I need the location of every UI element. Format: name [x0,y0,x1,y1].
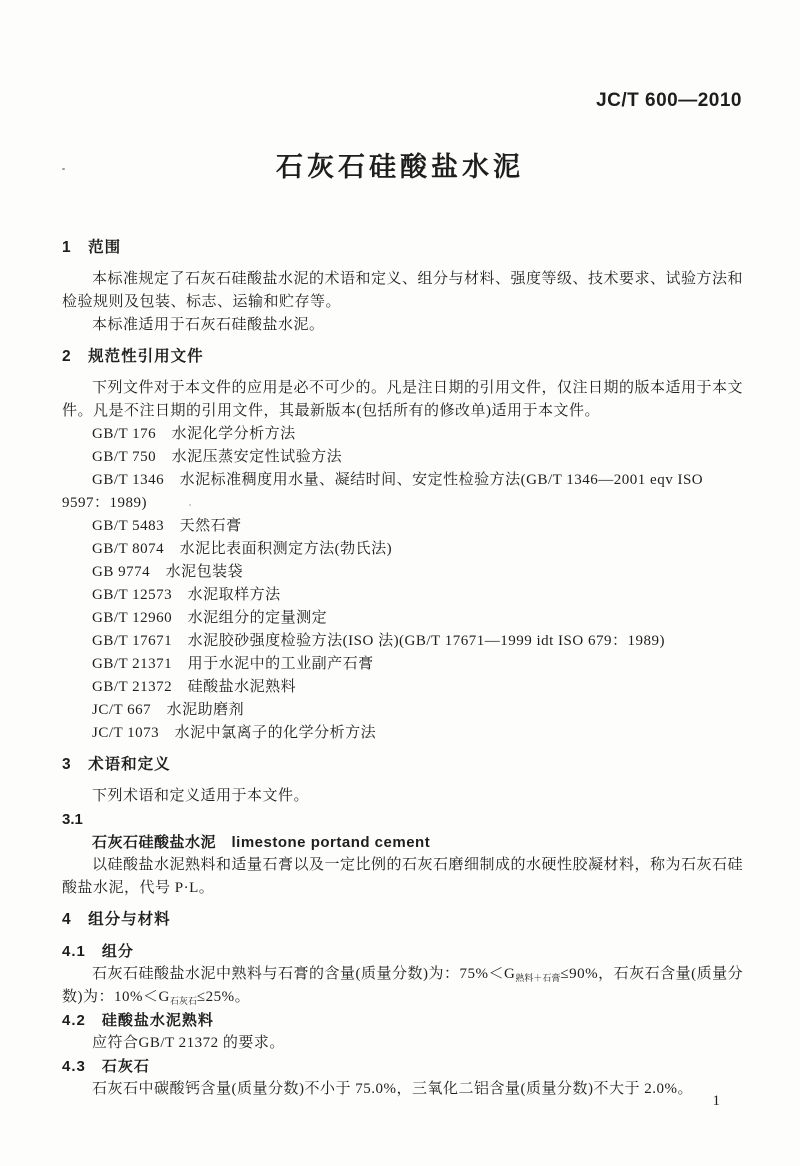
paragraph: 本标准适用于石灰石硅酸盐水泥。 [92,317,325,333]
clause-number: 3.1 [62,811,83,828]
reference-item: GB/T 8074 水泥比表面积测定方法(勃氏法) [92,541,393,557]
paragraph: 石灰石硅酸盐水泥中熟料与石膏的含量(质量分数)为：$75\%<G_{熟料+石膏}\le 90\%$，石灰石含量(质量分数)为：$10\%<G_{石灰石}\le 25\%$。 [62,966,744,1006]
reference-item: GB/T 12573 水泥取样方法 [92,587,281,603]
standard-code-header: JC/T 600—2010 [596,90,742,111]
reference-item: GB/T 176 水泥化学分析方法 [92,426,296,442]
clause-heading: 4.3 石灰石 [62,1058,150,1075]
reference-item: GB 9774 水泥包装袋 [92,564,244,580]
document-body [0,182,800,1101]
reference-item: GB/T 750 水泥压蒸安定性试验方法 [92,449,343,465]
section-heading: 2 规范性引用文件 [62,348,204,365]
paragraph: 应符合GB/T 21372 的要求。 [92,1035,285,1051]
reference-item: GB/T 17671 水泥胶砂强度检验方法(ISO 法)(GB/T 17671—1999 idt ISO 679：1989) [92,633,665,649]
reference-item: GB/T 21371 用于水泥中的工业副产石膏 [92,656,374,672]
paragraph: 下列术语和定义适用于本文件。 [92,788,310,804]
paragraph: 本标准规定了石灰石硅酸盐水泥的术语和定义、组分与材料、强度等级、技术要求、试验方法和检验规则及包装、标志、运输和贮存等。 [62,271,744,310]
paragraph: 下列文件对于本文件的应用是必不可少的。凡是注日期的引用文件，仅注日期的版本适用于本文件。凡是不注日期的引用文件，其最新版本(包括所有的修改单)适用于本文件。 [62,380,744,419]
reference-item: GB/T 1346 水泥标准稠度用水量、凝结时间、安定性检验方法(GB/T 1346—2001 eqv ISO 9597：1989) [62,472,704,511]
term-heading: 石灰石硅酸盐水泥 limestone portand cement [92,834,431,851]
reference-item: GB/T 21372 硅酸盐水泥熟料 [92,679,297,695]
reference-item: JC/T 667 水泥助磨剂 [92,702,245,718]
scan-speck [62,168,65,170]
paragraph: 以硅酸盐水泥熟料和适量石膏以及一定比例的石灰石磨细制成的水硬性胶凝材料，称为石灰石硅酸盐水泥，代号 P·L。 [62,857,744,896]
section-heading: 4 组分与材料 [62,911,171,928]
scan-speck [189,504,191,506]
reference-item: GB/T 12960 水泥组分的定量测定 [92,610,328,626]
paragraph: 石灰石中碳酸钙含量(质量分数)不小于 75.0%，三氧化二铝含量(质量分数)不大于 2.0%。 [92,1081,693,1097]
reference-item: JC/T 1073 水泥中氯离子的化学分析方法 [92,725,377,741]
page-number: 1 [712,1093,720,1109]
clause-heading: 4.1 组分 [62,943,134,960]
clause-heading: 4.2 硅酸盐水泥熟料 [62,1012,214,1029]
section-heading: 1 范围 [62,239,122,256]
reference-item: GB/T 5483 天然石膏 [92,518,242,534]
section-heading: 3 术语和定义 [62,756,171,773]
document-title: 石灰石硅酸盐水泥 [276,152,524,182]
